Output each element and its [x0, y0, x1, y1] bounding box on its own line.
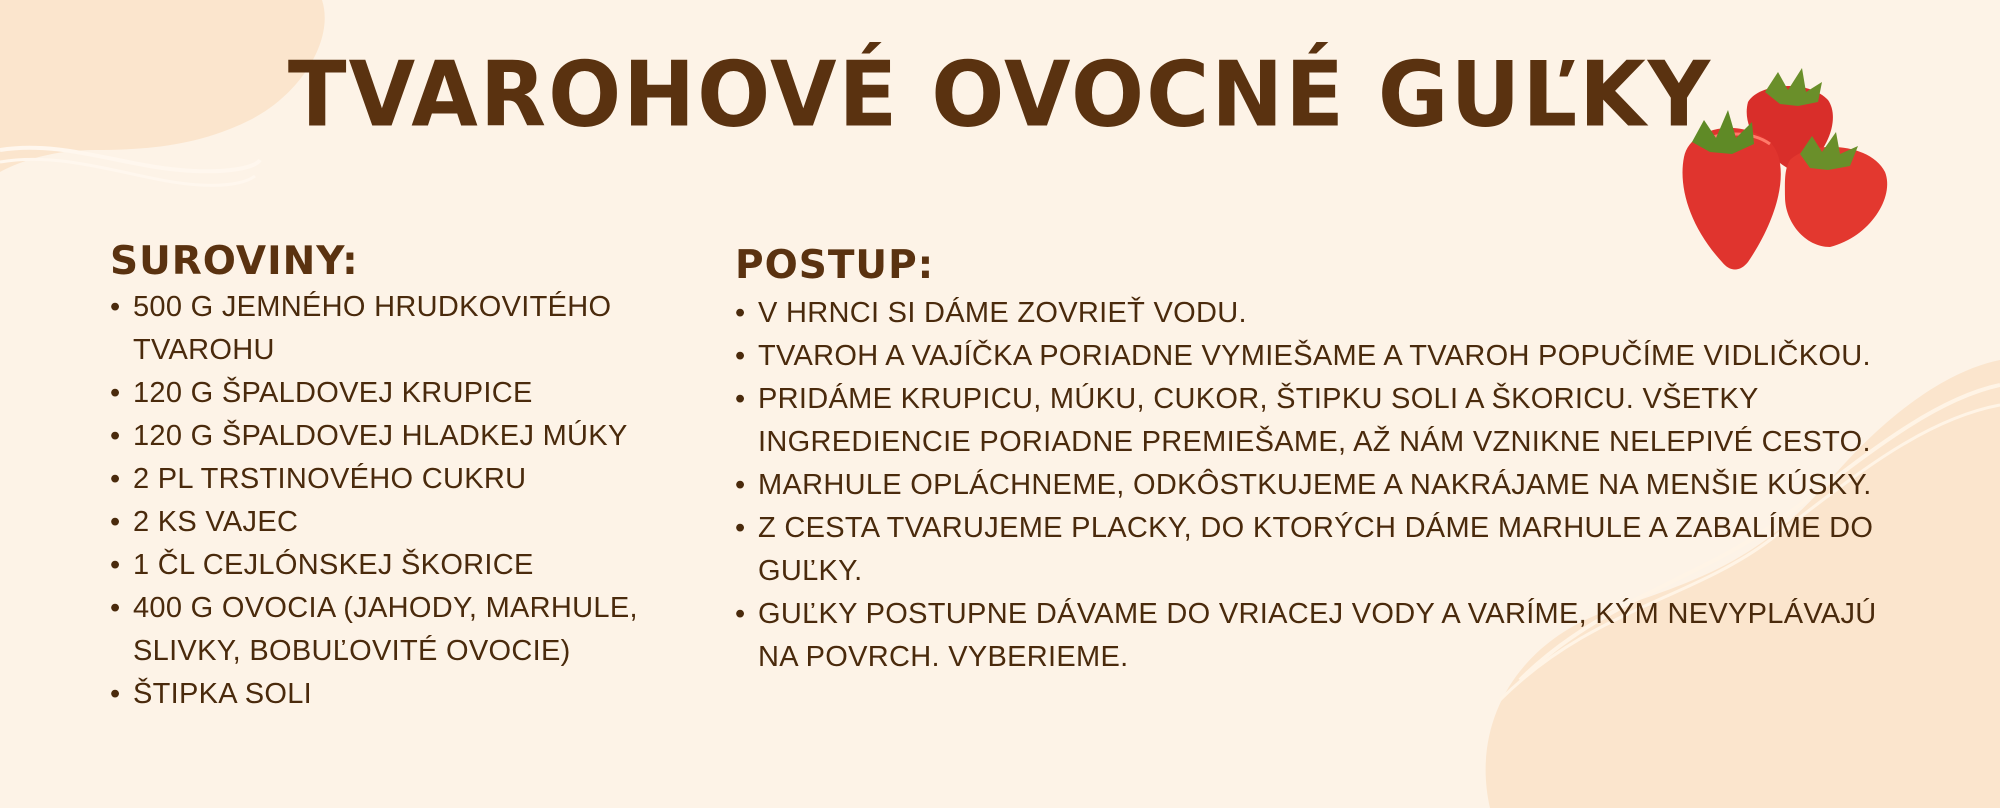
list-item: • Z CESTA TVARUJEME PLACKY, DO KTORÝCH DÁME MARHULE A ZABALÍME DO GUĽKY. [735, 507, 1910, 593]
method-list [735, 292, 1910, 679]
list-item: • 1 ČL CEJLÓNSKEJ ŠKORICE [110, 544, 670, 587]
list-item: • GUĽKY POSTUPNE DÁVAME DO VRIACEJ VODY A VARÍME, KÝM NEVYPLÁVAJÚ NA POVRCH. VYBERIEME. [735, 593, 1910, 679]
list-item: • MARHULE OPLÁCHNEME, ODKÔSTKUJEME A NAKRÁJAME NA MENŠIE KÚSKY. [735, 464, 1910, 507]
list-item: • 120 G ŠPALDOVEJ HLADKEJ MÚKY [110, 415, 670, 458]
list-item: • ŠTIPKA SOLI [110, 673, 670, 716]
list-item: • 120 G ŠPALDOVEJ KRUPICE [110, 372, 670, 415]
list-item: • V HRNCI SI DÁME ZOVRIEŤ VODU. [735, 292, 1910, 335]
list-item: • PRIDÁME KRUPICU, MÚKU, CUKOR, ŠTIPKU SOLI A ŠKORICU. VŠETKY INGREDIENCIE PORIADNE PREMIEŠAME, AŽ NÁM VZNIKNE NELEPIVÉ CESTO. [735, 378, 1910, 464]
list-item: • 2 PL TRSTINOVÉHO CUKRU [110, 458, 670, 501]
ingredients-list [110, 286, 670, 716]
method-heading: POSTUP: [735, 243, 935, 288]
list-item: • TVAROH A VAJÍČKA PORIADNE VYMIEŠAME A TVAROH POPUČÍME VIDLIČKOU. [735, 335, 1910, 378]
recipe-title: TVAROHOVÉ OVOCNÉ GUĽKY [287, 42, 1713, 148]
list-item: • 2 KS VAJEC [110, 501, 670, 544]
list-item: • 400 G OVOCIA (JAHODY, MARHULE, SLIVKY, BOBUĽOVITÉ OVOCIE) [110, 587, 670, 673]
list-item: • 500 G JEMNÉHO HRUDKOVITÉHO TVAROHU [110, 286, 670, 372]
ingredients-heading: SUROVINY: [110, 239, 359, 284]
